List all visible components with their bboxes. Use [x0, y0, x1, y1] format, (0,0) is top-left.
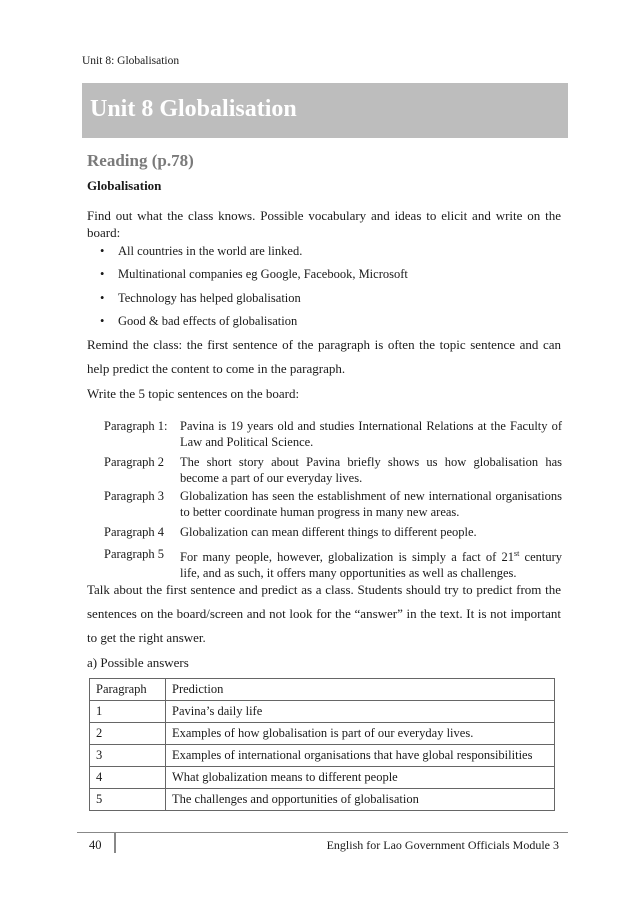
bullet-item: • Technology has helped globalisation	[100, 290, 301, 305]
table-header-cell: Paragraph	[90, 679, 166, 701]
bullet-icon: •	[100, 267, 105, 282]
table-row	[90, 745, 555, 767]
page-number: 40	[89, 838, 102, 852]
bullet-icon: •	[100, 244, 105, 258]
bullet-item: • Multinational companies eg Google, Facebook, Microsoft	[100, 267, 408, 282]
remind-paragraph: Remind the class: the first sentence of the paragraph is often the topic sentence and can help predict the content to come in the paragraph.	[87, 337, 561, 376]
table-header-row	[90, 679, 555, 701]
table-cell: 1	[90, 701, 166, 723]
table-cell: 4	[90, 767, 166, 789]
table-cell: 3	[90, 745, 166, 767]
section-heading: Reading (p.78)	[87, 151, 194, 170]
topic-label: Paragraph 1:	[104, 419, 168, 433]
table-cell: Examples of how globalisation is part of our everyday lives.	[166, 723, 555, 745]
topic-label: Paragraph 5	[104, 547, 165, 561]
topic-text: Globalization has seen the establishment of new international organisations to better coordinate human progress in many new areas.	[180, 489, 562, 519]
bullet-item: • Good & bad effects of globalisation	[100, 314, 298, 329]
topic-label: Paragraph 4	[104, 525, 165, 539]
vocabulary-bullet-list	[100, 243, 408, 337]
bullet-item: • All countries in the world are linked.	[100, 244, 303, 258]
footer-text: English for Lao Government Officials Module 3	[326, 838, 559, 852]
table-cell: Pavina’s daily life	[166, 701, 555, 723]
topic-text: The short story about Pavina briefly shows us how globalisation has become a part of our everyday lives.	[180, 455, 562, 485]
topic-text: For many people, however, globalization is simply a fact of 21st century life, and as such, it offers many opportunities as well as challenges.	[180, 549, 563, 581]
bullet-icon: •	[100, 314, 105, 329]
table-cell: The challenges and opportunities of globalisation	[166, 789, 555, 811]
table-header-cell: Prediction	[166, 679, 555, 701]
intro-paragraph: Find out what the class knows. Possible vocabulary and ideas to elicit and write on the board:	[87, 208, 561, 240]
topic-label: Paragraph 3	[104, 489, 165, 503]
subheading: Globalisation	[87, 178, 162, 193]
table-row	[90, 701, 555, 723]
possible-answers-label: a) Possible answers	[87, 655, 189, 670]
topic-label: Paragraph 2	[104, 455, 165, 469]
bullet-icon: •	[100, 290, 105, 305]
table-row	[90, 723, 555, 745]
footer-divider	[114, 832, 116, 853]
topic-text: Pavina is 19 years old and studies International Relations at the Faculty of Law and Political Science.	[180, 419, 562, 449]
table-cell: 5	[90, 789, 166, 811]
table-cell: What globalization means to different people	[166, 767, 555, 789]
table-row	[90, 767, 555, 789]
table-cell: 2	[90, 723, 166, 745]
unit-title: Unit 8 Globalisation	[90, 96, 297, 122]
table-row	[90, 789, 555, 811]
table-cell: Examples of international organisations that have global responsibilities	[166, 745, 555, 767]
footer-rule	[77, 832, 568, 833]
write-topic-paragraph: Write the 5 topic sentences on the board:	[87, 386, 300, 401]
unit-banner	[82, 83, 568, 138]
prediction-table	[89, 678, 555, 811]
running-header: Unit 8: Globalisation	[82, 55, 180, 67]
topic-text: Globalization can mean different things to different people.	[180, 525, 477, 539]
talk-paragraph: Talk about the first sentence and predict as a class. Students should try to predict from the sentences on the board/screen and not look for the “answer” in the text. It is not important to get the right answer.	[87, 582, 561, 645]
